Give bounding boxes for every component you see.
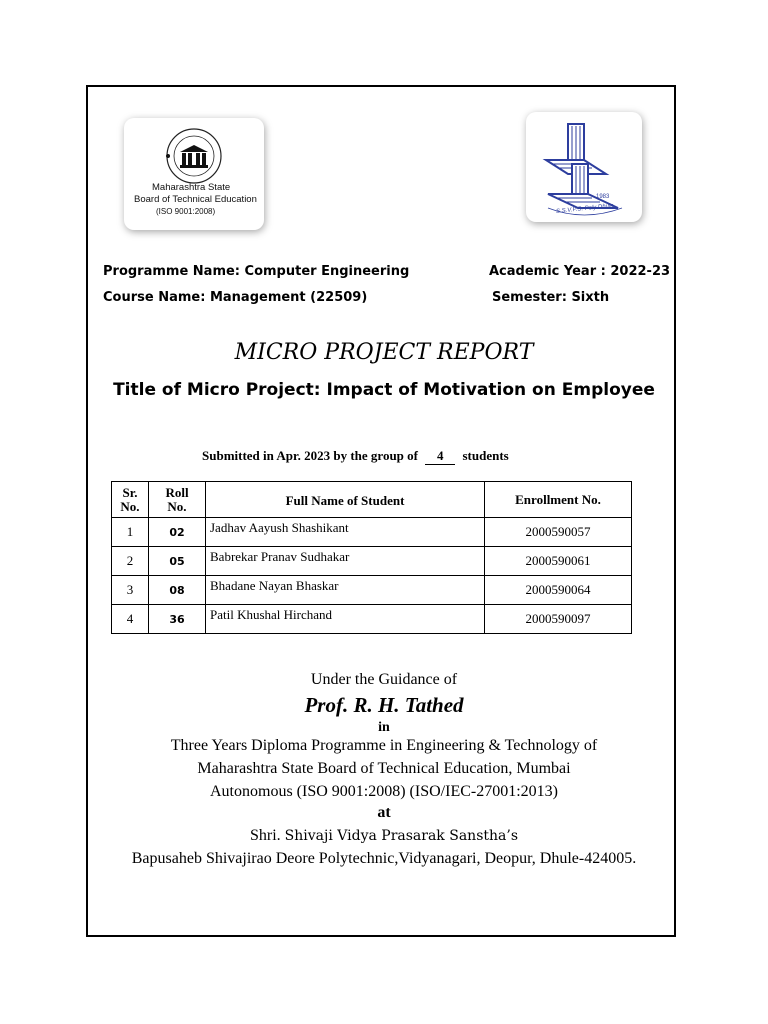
sr-cell: 1 — [112, 518, 149, 547]
submitted-suffix: students — [462, 448, 509, 463]
guidance-label: Under the Guidance of — [310, 671, 458, 688]
msbte-line1: Maharashtra State — [152, 182, 231, 193]
ssvps-logo — [526, 112, 642, 222]
ssvps-year: 1983 — [596, 194, 610, 200]
programme-line1: Three Years Diploma Programme in Engineering & Technology of — [170, 737, 598, 754]
name-cell: Bhadane Nayan Bhaskar — [206, 576, 485, 605]
at-label: at — [377, 804, 391, 821]
msbte-logo — [124, 118, 264, 230]
table-row — [112, 605, 632, 634]
academic-year: Academic Year : 2022-23 — [489, 264, 671, 279]
sr-cell: 4 — [112, 605, 149, 634]
enrollment-header: Enrollment No. — [485, 482, 632, 518]
sr-header: Sr. No. — [112, 482, 149, 518]
roll-header: Roll No. — [149, 482, 206, 518]
roll-cell: 05 — [149, 547, 206, 576]
college-address: Bapusaheb Shivajirao Deore Polytechnic,Vidyanagari, Deopur, Dhule-424005. — [131, 850, 637, 867]
msbte-line3: (ISO 9001:2008) — [156, 207, 216, 216]
institute-line — [0, 827, 768, 845]
name-cell: Babrekar Pranav Sudhakar — [206, 547, 485, 576]
roll-cell: 02 — [149, 518, 206, 547]
project-title: Title of Micro Project: Impact of Motivation on Employee — [113, 380, 655, 400]
msbte-line2: Board of Technical Education — [134, 194, 257, 205]
institute-prefix: Shri. — [249, 827, 281, 844]
sr-cell: 2 — [112, 547, 149, 576]
guide-name: Prof. R. H. Tathed — [304, 693, 464, 717]
enrollment-cell: 2000590097 — [485, 605, 632, 634]
table-header-row — [112, 482, 632, 518]
programme-line3: Autonomous (ISO 9001:2008) (ISO/IEC-27001:2013) — [210, 783, 558, 800]
institute-name: Shivaji Vidya Prasarak Sanstha’s — [284, 828, 519, 844]
group-count: 4 — [425, 448, 455, 465]
roll-cell: 36 — [149, 605, 206, 634]
course-name: Course Name: Management (22509) — [103, 290, 368, 305]
students-table — [111, 481, 632, 634]
roll-cell: 08 — [149, 576, 206, 605]
name-cell: Jadhav Aayush Shashikant — [206, 518, 485, 547]
sr-cell: 3 — [112, 576, 149, 605]
report-title: MICRO PROJECT REPORT — [234, 340, 534, 365]
semester: Semester: Sixth — [492, 290, 610, 305]
name-cell: Patil Khushal Hirchand — [206, 605, 485, 634]
enrollment-cell: 2000590057 — [485, 518, 632, 547]
submitted-prefix: Submitted in Apr. 2023 by the group of — [202, 448, 418, 463]
name-header: Full Name of Student — [206, 482, 485, 518]
table-row — [112, 518, 632, 547]
enrollment-cell: 2000590061 — [485, 547, 632, 576]
submitted-line — [202, 448, 509, 465]
in-label: in — [378, 720, 390, 735]
table-row — [112, 547, 632, 576]
programme-line2: Maharashtra State Board of Technical Education, Mumbai — [197, 760, 571, 777]
table-row — [112, 576, 632, 605]
enrollment-cell: 2000590064 — [485, 576, 632, 605]
programme-name: Programme Name: Computer Engineering — [103, 264, 410, 279]
ssvps-arc-text: S.S.V.P.S. Poly Dhule — [555, 202, 614, 216]
